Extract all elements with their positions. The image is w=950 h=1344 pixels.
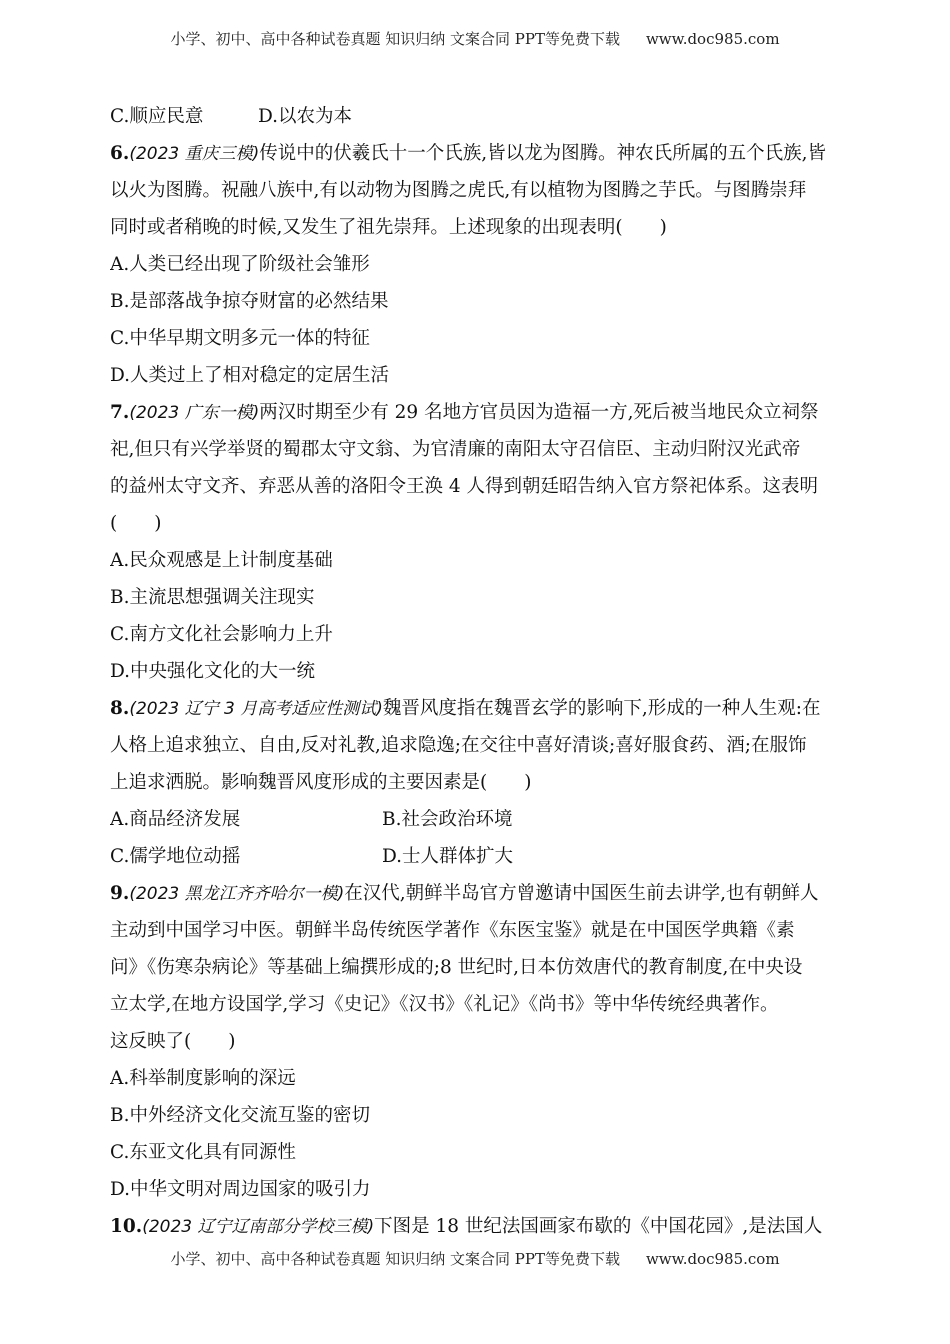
q7-stem-line-1 xyxy=(110,394,845,431)
q5-option-d[interactable]: D.以农为本 xyxy=(258,106,353,127)
q10-source: (2023 辽宁辽南部分学校三模) xyxy=(142,1217,375,1237)
header-url[interactable]: www.doc985.com xyxy=(645,30,780,48)
q9-stem-line-5: 这反映了( ) xyxy=(110,1031,236,1052)
footer-text: 小学、初中、高中各种试卷真题 知识归纳 文案合同 PPT等免费下载 xyxy=(170,1250,620,1268)
q7-option-a[interactable]: A.民众观感是上计制度基础 xyxy=(110,550,333,571)
q8-stem-line-1 xyxy=(110,690,845,727)
q9-source: (2023 黑龙江齐齐哈尔一模) xyxy=(129,884,345,904)
q8-stem-line-2: 人格上追求独立、自由,反对礼教,追求隐逸;在交往中喜好清谈;喜好服食药、酒;在服饰 xyxy=(110,735,807,756)
q9-stem-line-2: 主动到中国学习中医。朝鲜半岛传统医学著作《东医宝鉴》就是在中国医学典籍《素 xyxy=(110,920,795,941)
q9-option-a[interactable]: A.科举制度影响的深远 xyxy=(110,1068,296,1089)
q6-option-c[interactable]: C.中华早期文明多元一体的特征 xyxy=(110,328,370,349)
q7-option-b[interactable]: B.主流思想强调关注现实 xyxy=(110,587,315,608)
q9-stem-text-1: 在汉代,朝鲜半岛官方曾邀请中国医生前去讲学,也有朝鲜人 xyxy=(344,883,819,904)
q6-source: (2023 重庆三模) xyxy=(129,144,260,164)
q7-option-c[interactable]: C.南方文化社会影响力上升 xyxy=(110,624,333,645)
q9-option-b[interactable]: B.中外经济文化交流互鉴的密切 xyxy=(110,1105,370,1126)
q8-number: 8. xyxy=(110,698,130,719)
q7-option-d[interactable]: D.中央强化文化的大一统 xyxy=(110,661,316,682)
q10-number: 10. xyxy=(110,1216,143,1237)
q7-stem-line-2: 祀,但只有兴学举贤的蜀郡太守文翁、为官清廉的南阳太守召信臣、主动归附汉光武帝 xyxy=(110,439,801,460)
q8-stem-line-3: 上追求洒脱。影响魏晋风度形成的主要因素是( ) xyxy=(110,772,532,793)
q6-stem-text-1: 传说中的伏羲氏十一个氏族,皆以龙为图腾。神农氏所属的五个氏族,皆 xyxy=(259,143,827,164)
q7-number: 7. xyxy=(110,402,130,423)
q8-option-c[interactable]: C.儒学地位动摇 xyxy=(110,846,241,867)
q7-stem-text-1: 两汉时期至少有 29 名地方官员因为造福一方,死后被当地民众立祠祭 xyxy=(259,402,819,423)
q9-stem-line-4: 立太学,在地方设国学,学习《史记》《汉书》《礼记》《尚书》等中华传统经典著作。 xyxy=(110,994,779,1015)
q8-option-b[interactable]: B.社会政治环境 xyxy=(382,809,513,830)
q6-number: 6. xyxy=(110,143,130,164)
q9-stem-line-1 xyxy=(110,875,845,912)
footer-url[interactable]: www.doc985.com xyxy=(645,1250,780,1268)
q8-options-row-2 xyxy=(110,838,845,875)
q6-option-d[interactable]: D.人类过上了相对稳定的定居生活 xyxy=(110,365,390,386)
q9-option-d[interactable]: D.中华文明对周边国家的吸引力 xyxy=(110,1179,371,1200)
page-header xyxy=(0,28,950,49)
page-footer xyxy=(0,1248,950,1269)
q8-option-a[interactable]: A.商品经济发展 xyxy=(110,809,241,830)
q6-option-a[interactable]: A.人类已经出现了阶级社会雏形 xyxy=(110,254,370,275)
q5-option-c[interactable]: C.顺应民意 xyxy=(110,106,204,127)
header-text: 小学、初中、高中各种试卷真题 知识归纳 文案合同 PPT等免费下载 xyxy=(170,30,620,48)
q9-number: 9. xyxy=(110,883,130,904)
q8-options-row-1 xyxy=(110,801,845,838)
question-content xyxy=(110,98,845,1245)
q5-options-row xyxy=(110,98,845,135)
q10-stem-line-1 xyxy=(110,1208,845,1245)
q6-stem-line-1 xyxy=(110,135,845,172)
q7-source: (2023 广东一模) xyxy=(129,403,260,423)
q6-option-b[interactable]: B.是部落战争掠夺财富的必然结果 xyxy=(110,291,389,312)
q9-stem-line-3: 问》《伤寒杂病论》等基础上编撰形成的;8 世纪时,日本仿效唐代的教育制度,在中央设 xyxy=(110,957,803,978)
q6-stem-line-2: 以火为图腾。祝融八族中,有以动物为图腾之虎氏,有以植物为图腾之芋氏。与图腾崇拜 xyxy=(110,180,807,201)
q8-option-d[interactable]: D.士人群体扩大 xyxy=(382,846,514,867)
q8-source: (2023 辽宁 3 月高考适应性测试) xyxy=(129,699,383,719)
q7-stem-line-4: ( ) xyxy=(110,513,162,534)
q10-stem-text-1: 下图是 18 世纪法国画家布歇的《中国花园》,是法国人 xyxy=(374,1216,823,1237)
q8-stem-text-1: 魏晋风度指在魏晋玄学的影响下,形成的一种人生观:在 xyxy=(382,698,821,719)
q9-option-c[interactable]: C.东亚文化具有同源性 xyxy=(110,1142,296,1163)
q6-stem-line-3: 同时或者稍晚的时候,又发生了祖先崇拜。上述现象的出现表明( ) xyxy=(110,217,667,238)
q7-stem-line-3: 的益州太守文齐、弃恶从善的洛阳令王涣 4 人得到朝廷昭告纳入官方祭祀体系。这表明 xyxy=(110,476,819,497)
